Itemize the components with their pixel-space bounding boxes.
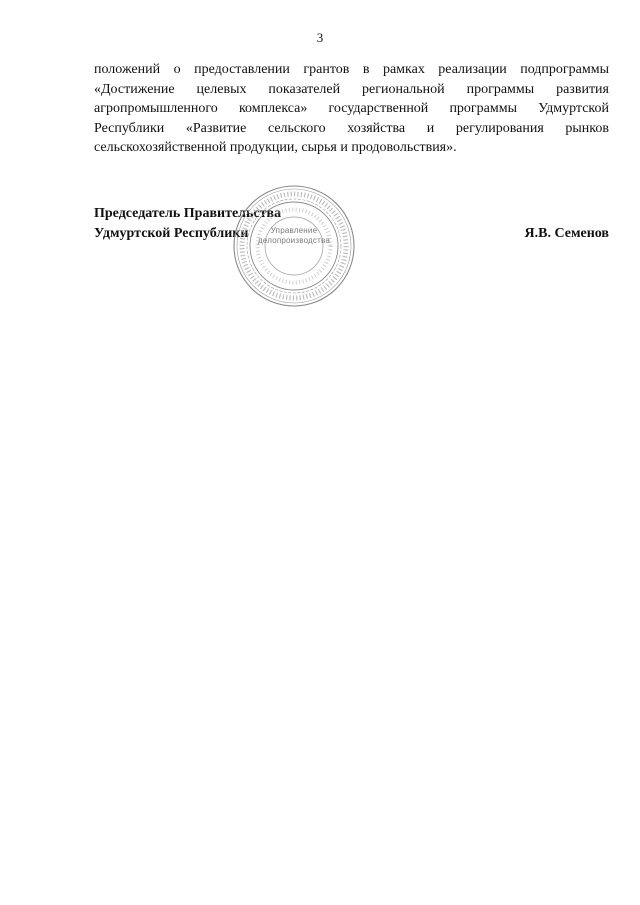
seal-inner-text <box>232 226 356 246</box>
signer-position-line1: Председатель Правительства <box>94 206 282 221</box>
page-number: 3 <box>316 30 324 45</box>
signer-name: Я.В. Семенов <box>524 225 609 241</box>
body-paragraph: положений о предоставлении грантов в рамках реализации подпрограммы «Достижение целевых показателей региональной программы развития агропромышленного комплекса» государственной программы Удмуртской Республики «Развитие сельского хозяйства и регулирования рынков сельскохозяйственной продукции, сырья и продовольствия». <box>94 62 609 155</box>
official-seal-icon <box>232 184 356 308</box>
seal-line2: делопроизводства <box>257 236 330 245</box>
seal-line1: Управление <box>270 226 318 235</box>
signer-position-line2: Удмуртской Республики <box>94 225 249 241</box>
